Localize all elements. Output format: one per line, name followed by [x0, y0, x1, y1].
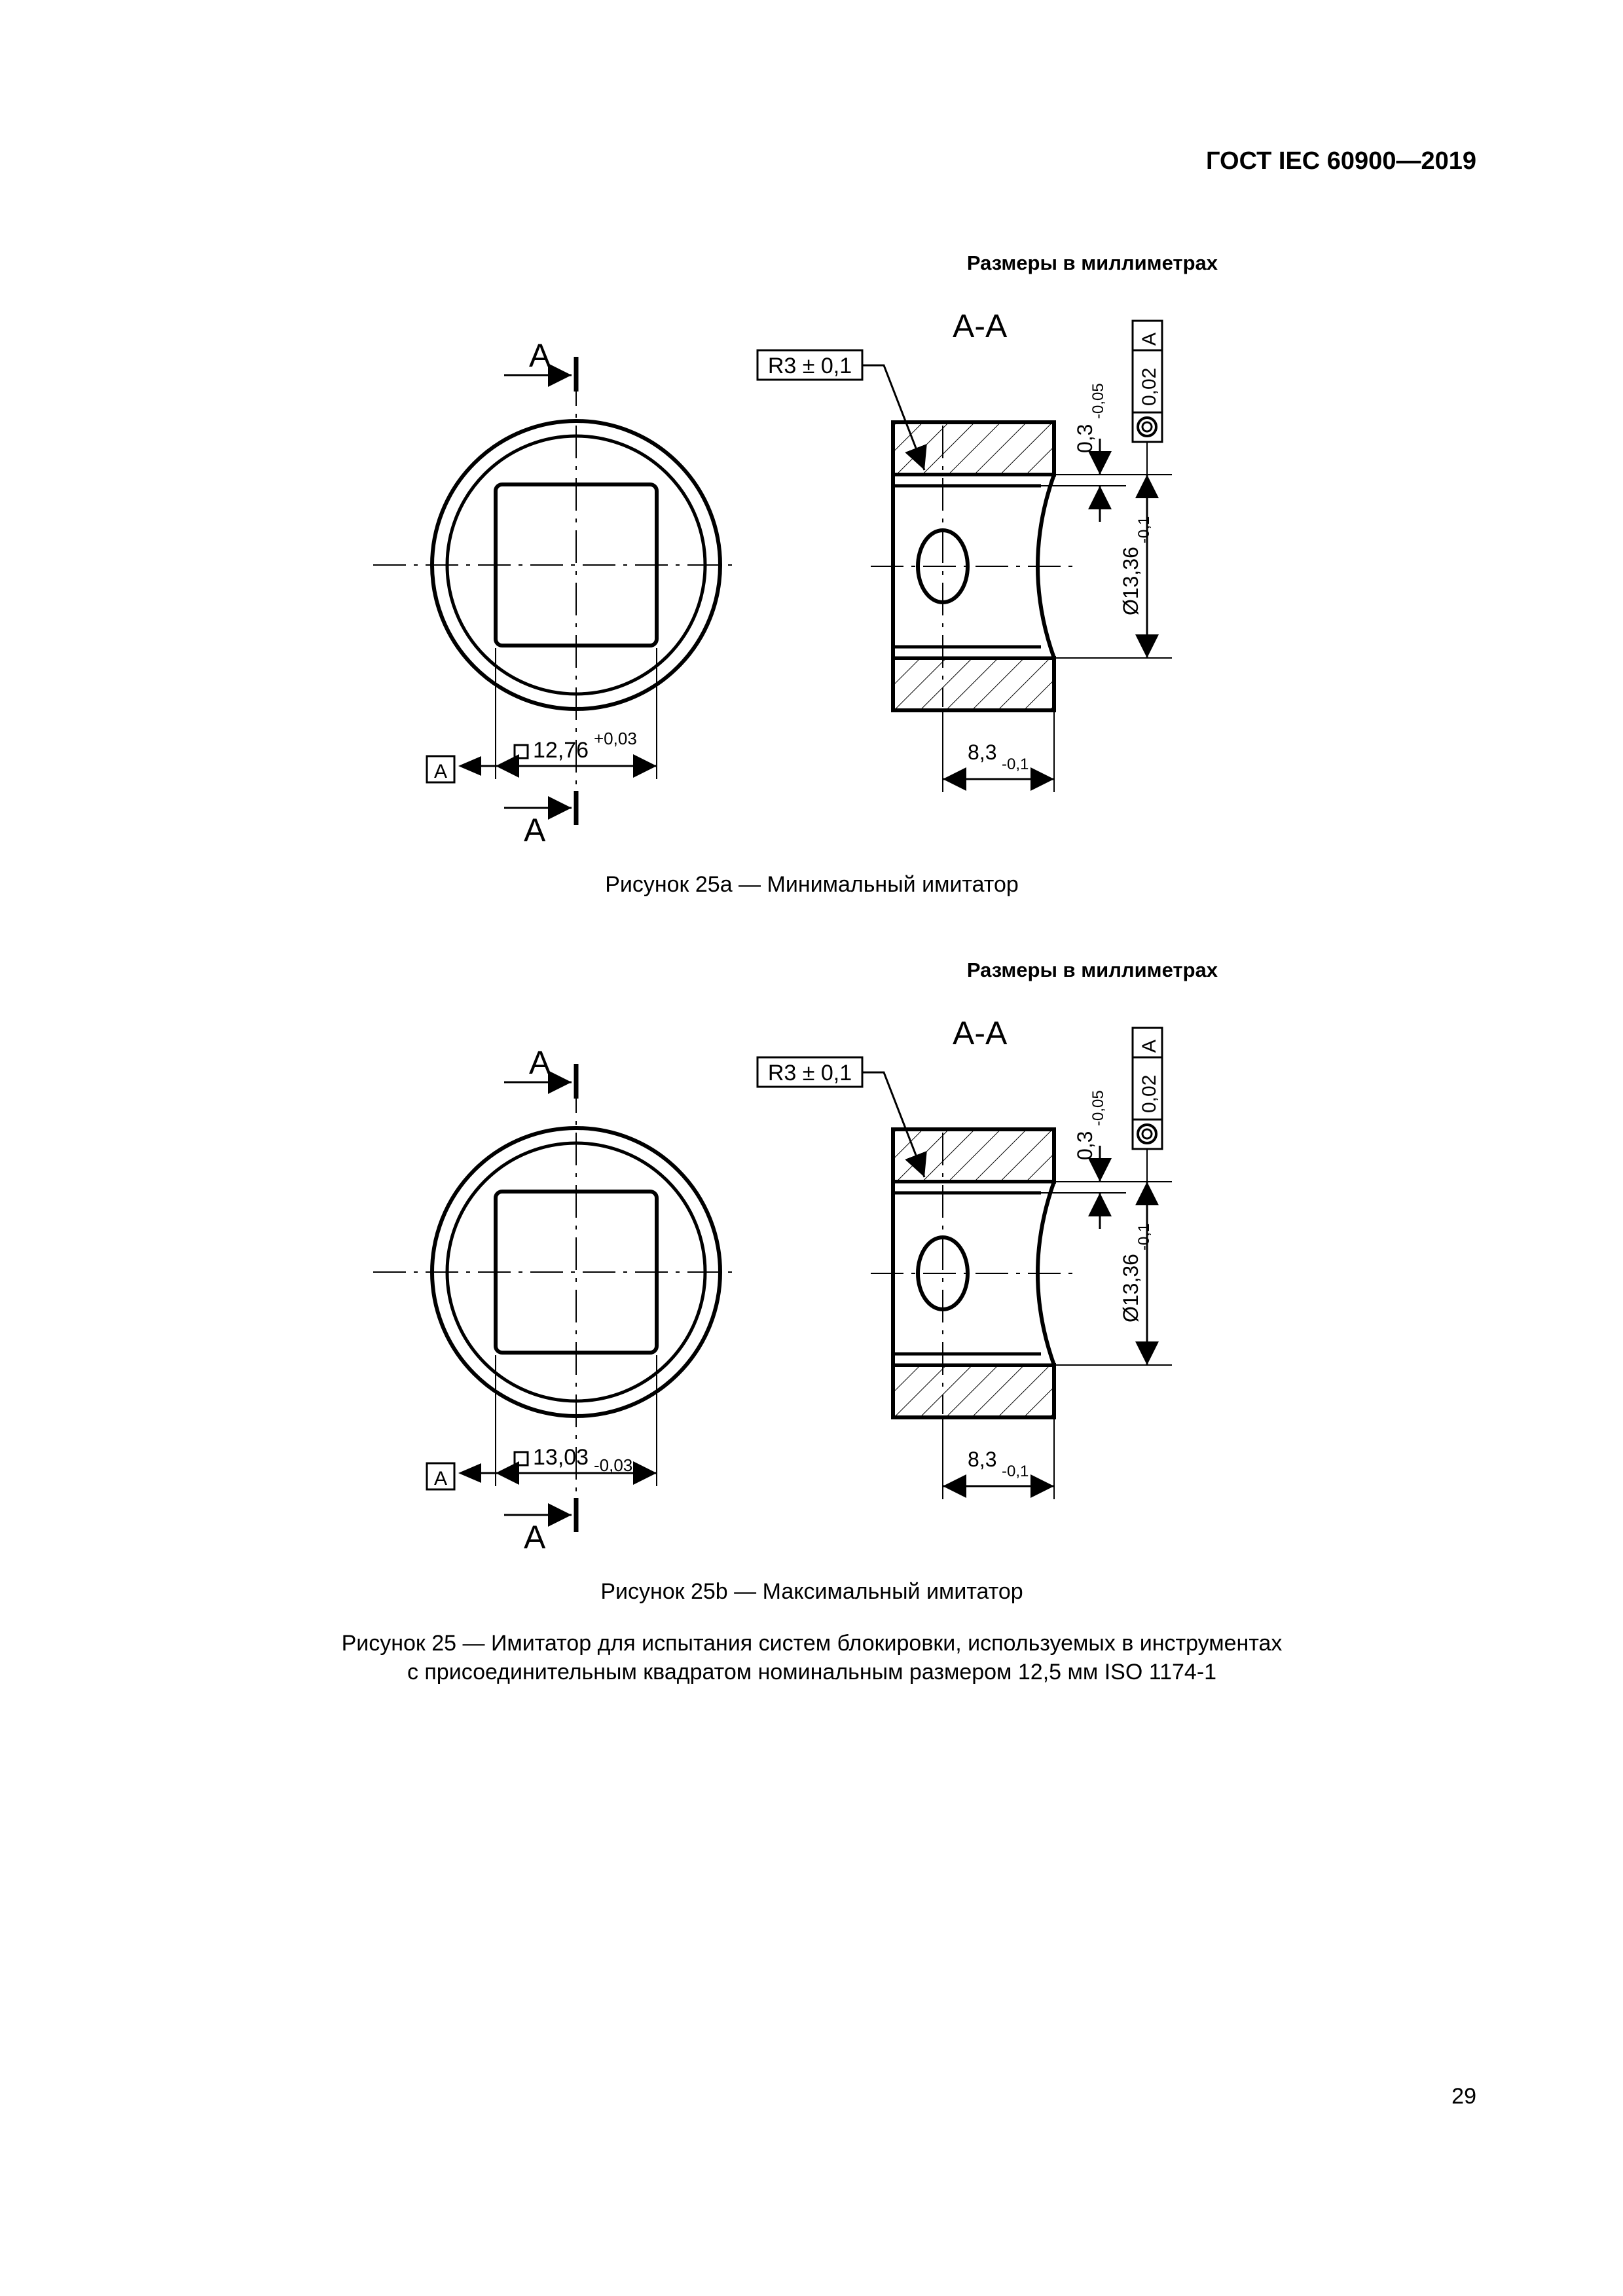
- page-number: 29: [1451, 2084, 1476, 2109]
- offset-tolerance: -0,05: [1089, 1090, 1107, 1126]
- document-header: ГОСТ IEC 60900—2019: [1206, 147, 1476, 175]
- length-dimension: 8,3: [968, 740, 997, 764]
- figure-25b-drawing: [0, 1015, 1623, 1558]
- section-mark-top: А: [529, 337, 551, 374]
- section-view: [757, 308, 1172, 792]
- figure-25a-caption: Рисунок 25a — Минимальный имитатор: [605, 872, 1019, 897]
- offset-dimension: 0,3: [1073, 424, 1097, 453]
- front-view: [373, 1044, 737, 1556]
- radius-label: R3 ± 0,1: [767, 1061, 852, 1085]
- front-view: [373, 337, 737, 848]
- square-dimension: 13,03: [533, 1445, 589, 1470]
- datum-label: А: [433, 761, 448, 782]
- section-title: А-А: [953, 1015, 1008, 1051]
- section-view: [757, 1015, 1172, 1499]
- diameter-tolerance: -0,1: [1135, 1223, 1153, 1250]
- diameter-tolerance: -0,1: [1135, 516, 1153, 543]
- diameter-dimension: Ø13,36: [1119, 547, 1142, 615]
- section-title: А-А: [953, 308, 1008, 344]
- length-tolerance: -0,1: [1002, 756, 1029, 773]
- length-dimension: 8,3: [968, 1448, 997, 1471]
- square-tolerance: -0,03: [594, 1455, 633, 1475]
- main-caption-line-2: с присоединительным квадратом номинальным размером 12,5 мм ISO 1174-1: [407, 1660, 1217, 1685]
- units-note: Размеры в миллиметрах: [966, 958, 1218, 981]
- section-mark-bottom: А: [524, 812, 546, 848]
- offset-dimension: 0,3: [1073, 1131, 1097, 1160]
- main-figure-caption: [249, 1629, 1375, 1686]
- units-note: Размеры в миллиметрах: [966, 251, 1218, 274]
- diameter-dimension: Ø13,36: [1119, 1254, 1142, 1322]
- length-tolerance: -0,1: [1002, 1463, 1029, 1480]
- square-dimension: 12,76: [533, 738, 589, 763]
- figure-25b-caption: Рисунок 25b — Максимальный имитатор: [600, 1579, 1023, 1604]
- tolerance-value: 0,02: [1139, 1074, 1160, 1113]
- section-mark-bottom: А: [524, 1519, 546, 1556]
- offset-tolerance: -0,05: [1089, 383, 1107, 419]
- datum-label: А: [433, 1468, 448, 1489]
- tolerance-datum: A: [1139, 1039, 1160, 1053]
- tolerance-datum: A: [1139, 332, 1160, 346]
- tolerance-value: 0,02: [1139, 367, 1160, 406]
- radius-label: R3 ± 0,1: [767, 354, 852, 378]
- figure-25a-drawing: [0, 308, 1623, 851]
- main-caption-line-1: Рисунок 25 — Имитатор для испытания систем блокировки, используемых в инструментах: [341, 1631, 1283, 1656]
- section-mark-top: А: [529, 1044, 551, 1081]
- square-tolerance: +0,03: [594, 729, 637, 748]
